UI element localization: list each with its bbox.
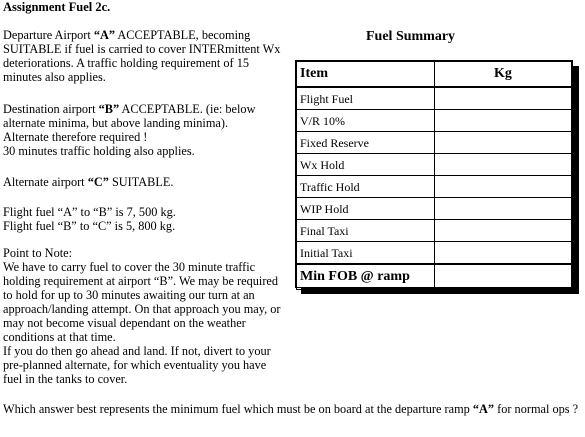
- row-kg-cell[interactable]: [435, 220, 572, 242]
- header-kg: Kg: [435, 62, 572, 88]
- row-kg-cell[interactable]: [435, 198, 572, 220]
- airport-b-label: “B”: [98, 102, 120, 116]
- row-kg-cell[interactable]: [435, 110, 572, 132]
- alternate-paragraph: [3, 175, 288, 189]
- flight-fuel-ab: Flight fuel “A” to “B” is 7, 500 kg.: [3, 205, 176, 219]
- table-header-row: [297, 62, 572, 88]
- header-item: Item: [297, 62, 435, 88]
- question-airport-a: “A”: [472, 402, 495, 416]
- destination-text-pre: Destination airport: [3, 102, 99, 116]
- row-kg-cell[interactable]: [435, 132, 572, 154]
- note-heading: Point to Note:: [3, 246, 73, 260]
- alternate-required-text: Alternate therefore required !: [3, 130, 148, 144]
- row-item: Fixed Reserve: [297, 132, 435, 154]
- row-kg-cell[interactable]: [435, 242, 572, 265]
- destination-paragraph: [3, 102, 288, 158]
- row-item: Traffic Hold: [297, 176, 435, 198]
- flight-fuel-bc: Flight fuel “B” to “C” is 5, 800 kg.: [3, 219, 176, 233]
- row-kg-cell[interactable]: [435, 87, 572, 110]
- row-item: Wx Hold: [297, 154, 435, 176]
- table-row: [297, 110, 572, 132]
- flight-fuel-paragraph: [3, 205, 288, 233]
- alternate-text-pre: Alternate airport: [3, 175, 88, 189]
- note-body: We have to carry fuel to cover the 30 minute traffic holding requirement at airport “B”. We may be required to hold for up to 30 minutes awaiting our turn at an approach/landing attempt. On that approach you may, or may not become visual dependant on the weather conditions at that time.: [3, 260, 281, 344]
- airport-a-label: “A”: [93, 28, 116, 42]
- row-item: V/R 10%: [297, 110, 435, 132]
- destination-holding-text: 30 minutes traffic holding also applies.: [3, 144, 195, 158]
- question-text: [3, 402, 581, 416]
- departure-text-pre: Departure Airport: [3, 28, 94, 42]
- table-row: [297, 198, 572, 220]
- fuel-summary-table: [295, 60, 573, 288]
- question-pre: Which answer best represents the minimum fuel which must be on board at the departure ramp: [3, 402, 473, 416]
- table-row: [297, 176, 572, 198]
- table-row: [297, 132, 572, 154]
- destination-text-post: ACCEPTABLE. (ie: below alternate minima, but above landing minima).: [3, 102, 256, 130]
- alternate-text-post: SUITABLE.: [108, 175, 174, 189]
- row-item: WIP Hold: [297, 198, 435, 220]
- departure-text-rest: SUITABLE if fuel is carried to cover INTERmittent Wx deteriorations. A traffic holding requirement of 15 minutes also applies.: [3, 42, 281, 84]
- footer-kg-cell[interactable]: [435, 264, 572, 290]
- assignment-title: Assignment Fuel 2c.: [3, 0, 111, 14]
- table-row: [297, 154, 572, 176]
- table-row: [297, 220, 572, 242]
- row-kg-cell[interactable]: [435, 154, 572, 176]
- note-body-2: If you do then go ahead and land. If not, divert to your pre-planned alternate, for which eventuality you have fuel in the tanks to cover.: [3, 344, 271, 386]
- table-row: [297, 87, 572, 110]
- footer-item: Min FOB @ ramp: [297, 264, 435, 290]
- departure-paragraph: [3, 28, 288, 84]
- table-footer-row: [297, 264, 572, 290]
- row-item: Flight Fuel: [297, 87, 435, 110]
- airport-c-label: “C”: [87, 175, 109, 189]
- question-post: for normal ops ?: [494, 402, 579, 416]
- row-kg-cell[interactable]: [435, 176, 572, 198]
- departure-text-post: ACCEPTABLE, becoming: [115, 28, 251, 42]
- row-item: Initial Taxi: [297, 242, 435, 265]
- table-row: [297, 242, 572, 265]
- note-paragraph: [3, 246, 288, 386]
- row-item: Final Taxi: [297, 220, 435, 242]
- fuel-summary-title: Fuel Summary: [366, 29, 456, 44]
